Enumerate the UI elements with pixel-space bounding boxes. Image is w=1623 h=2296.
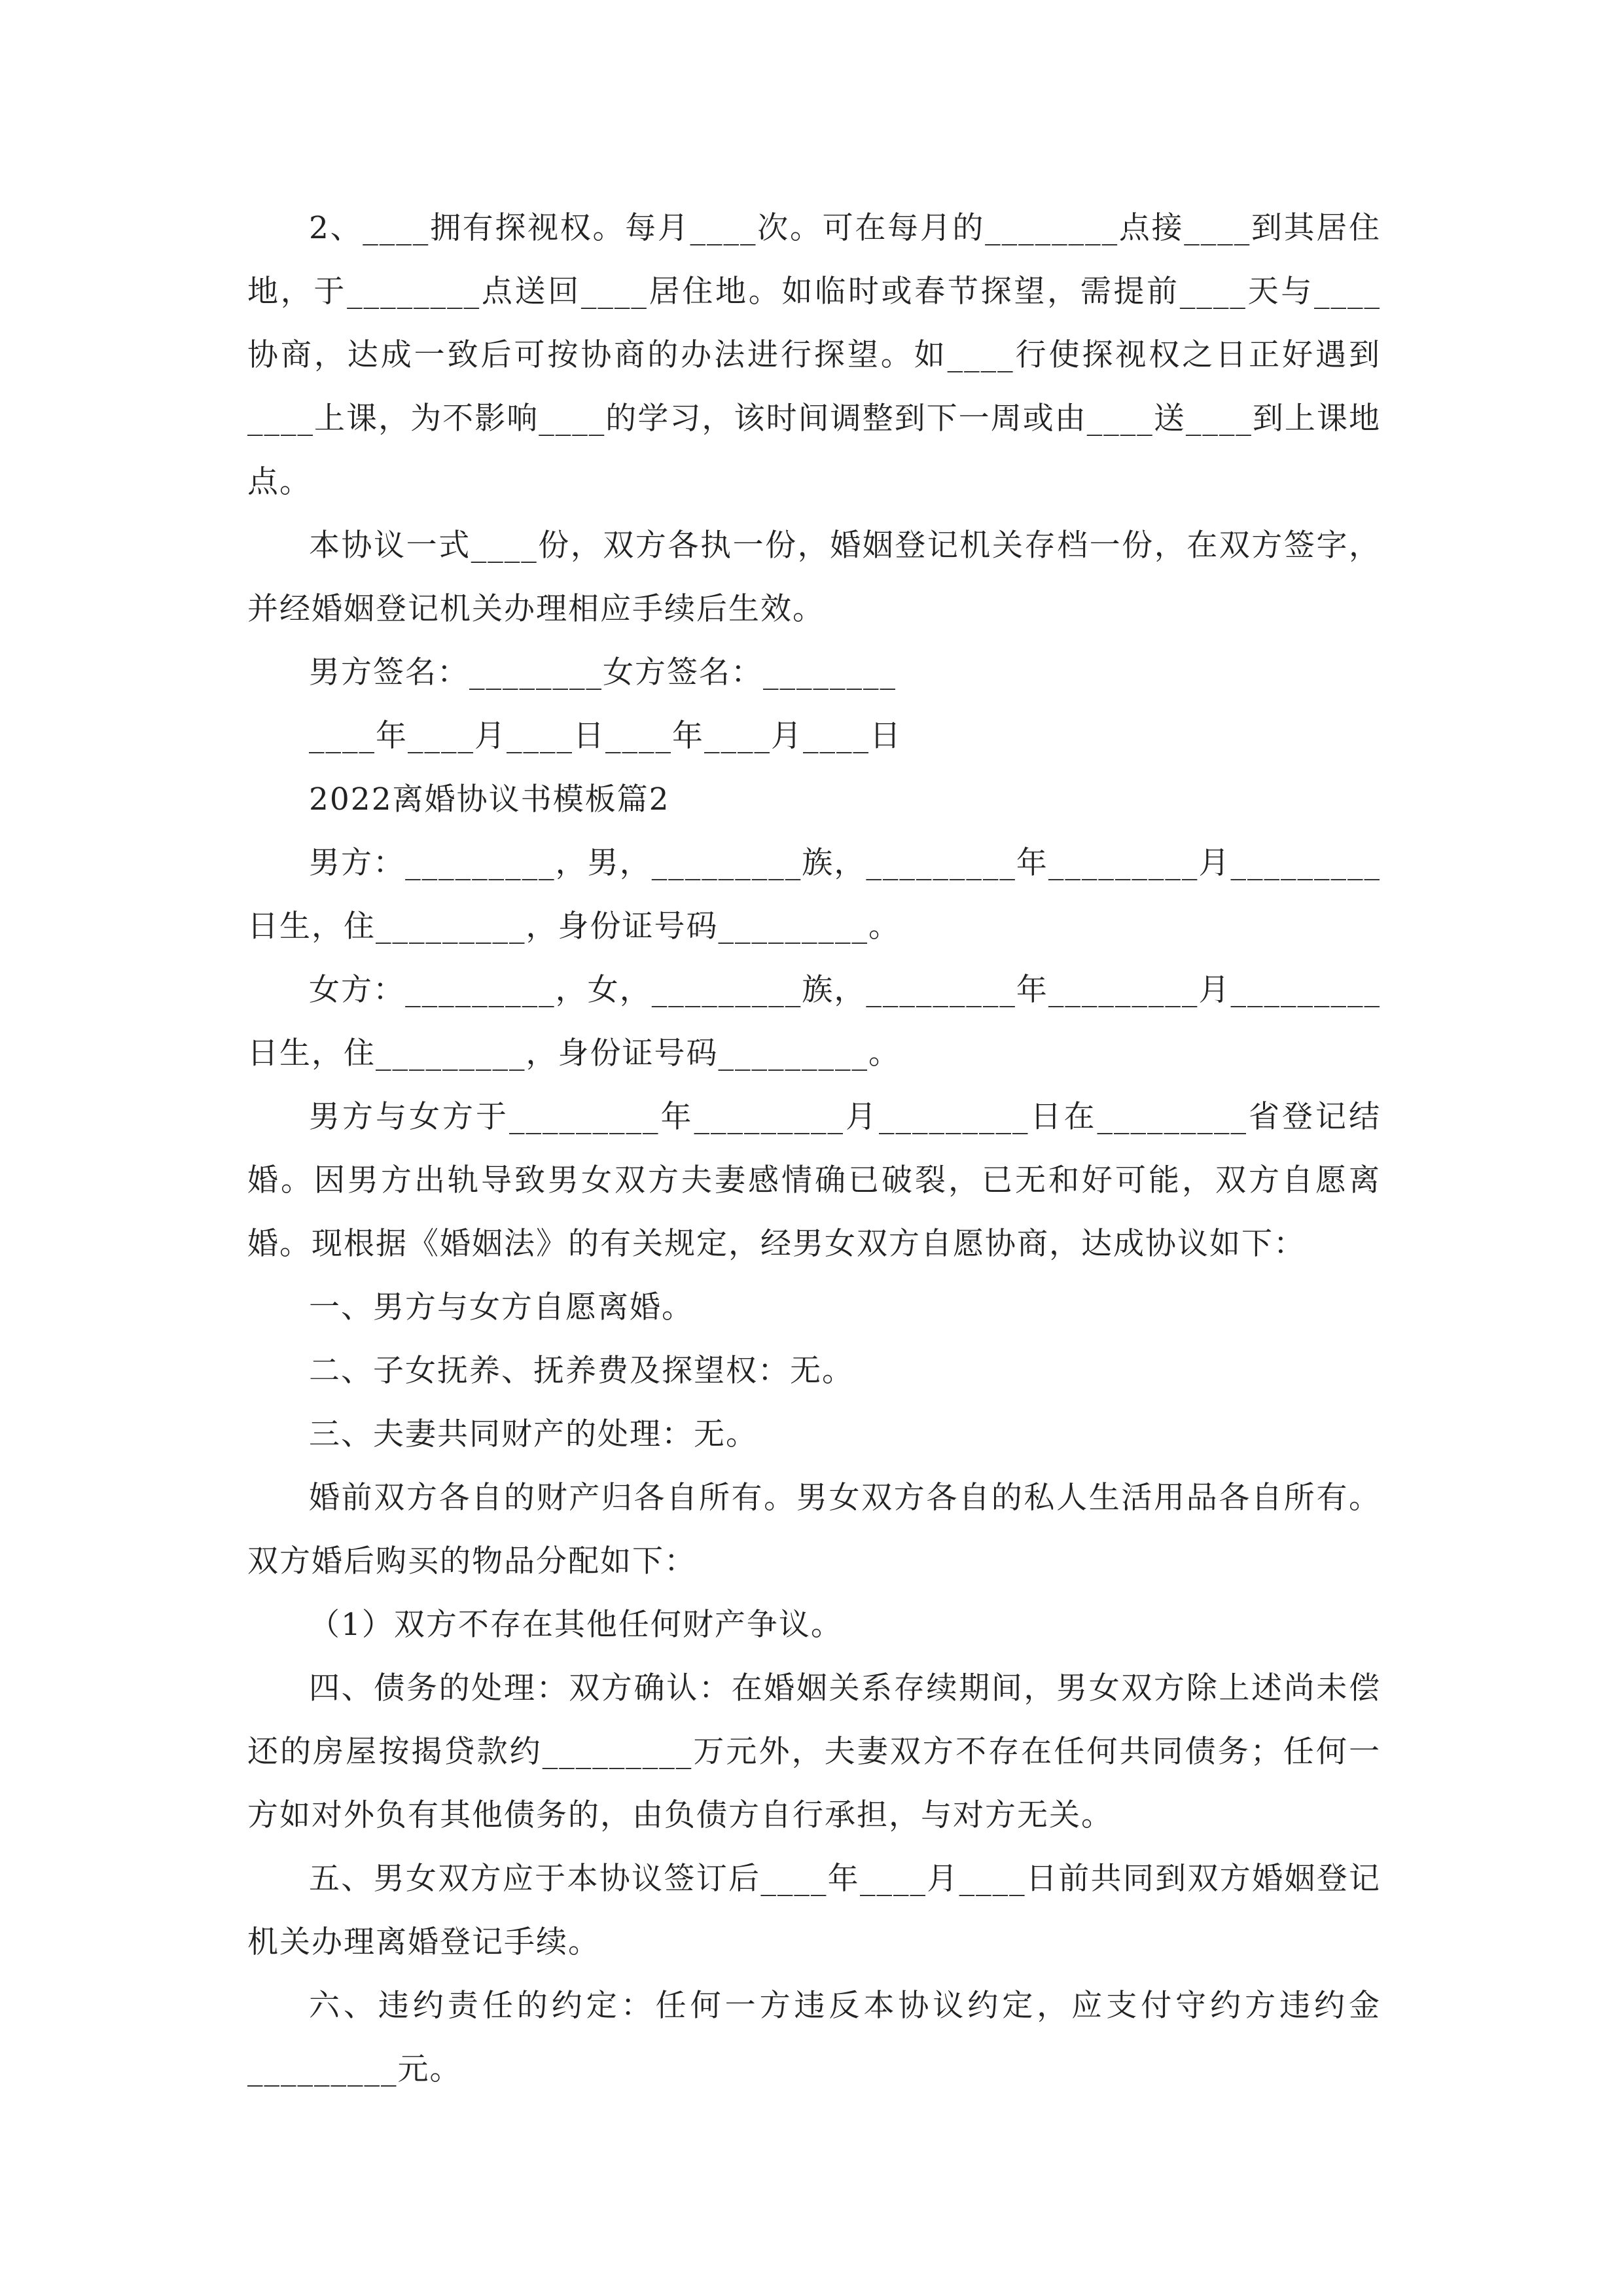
clause-4: 四、债务的处理：双方确认：在婚姻关系存续期间，男女双方除上述尚未偿还的房屋按揭贷款约_________万元外，夫妻双方不存在任何共同债务；任何一方如对外负有其他债务的，由负债方自行承担，与对方无关。: [247, 1670, 1381, 1833]
clause-2: 二、子女抚养、抚养费及探望权：无。: [309, 1353, 854, 1389]
section-title: 2022离婚协议书模板篇2: [309, 781, 670, 817]
clause-1: 一、男方与女方自愿离婚。: [309, 1289, 694, 1325]
clause-6: 六、违约责任的约定：任何一方违反本协议约定，应支付守约方违约金_________元。: [247, 1988, 1381, 2087]
paragraph-signatures: 男方签名：________女方签名：________: [309, 655, 897, 691]
paragraph-property-note: 婚前双方各自的财产归各自所有。男女双方各自的私人生活用品各自所有。双方婚后购买的物品分配如下：: [247, 1480, 1381, 1579]
property-item-1: （1）双方不存在其他任何财产争议。: [309, 1607, 843, 1643]
paragraph-male-party: 男方：_________，男，_________族，_________年_________月_________日生，住_________，身份证号码_________。: [247, 845, 1381, 944]
paragraph-visitation: 2、____拥有探视权。每月____次。可在每月的________点接____到其居住地，于________点送回____居住地。如临时或春节探望，需提前____天与____协商，达成一致后可按协商的办法进行探望。如____行使探视权之日正好遇到____上课，为不影响____的学习，该时间调整到下一周或由____送____到上课地点。: [247, 210, 1381, 500]
paragraph-copies: 本协议一式____份，双方各执一份，婚姻登记机关存档一份，在双方签字，并经婚姻登记机关办理相应手续后生效。: [247, 528, 1381, 627]
paragraph-marriage-registration: 男方与女方于_________年_________月_________日在_________省登记结婚。因男方出轨导致男女双方夫妻感情确已破裂，已无和好可能，双方自愿离婚。现根据《婚姻法》的有关规定，经男女双方自愿协商，达成协议如下：: [247, 1099, 1381, 1262]
clause-3: 三、夫妻共同财产的处理：无。: [309, 1416, 758, 1452]
clause-5: 五、男女双方应于本协议签订后____年____月____日前共同到双方婚姻登记机关办理离婚登记手续。: [247, 1861, 1381, 1960]
paragraph-sign-dates: ____年____月____日____年____月____日: [309, 718, 902, 754]
paragraph-female-party: 女方：_________，女，_________族，_________年_________月_________日生，住_________，身份证号码_________。: [247, 972, 1381, 1071]
document-body: [247, 196, 1381, 2101]
